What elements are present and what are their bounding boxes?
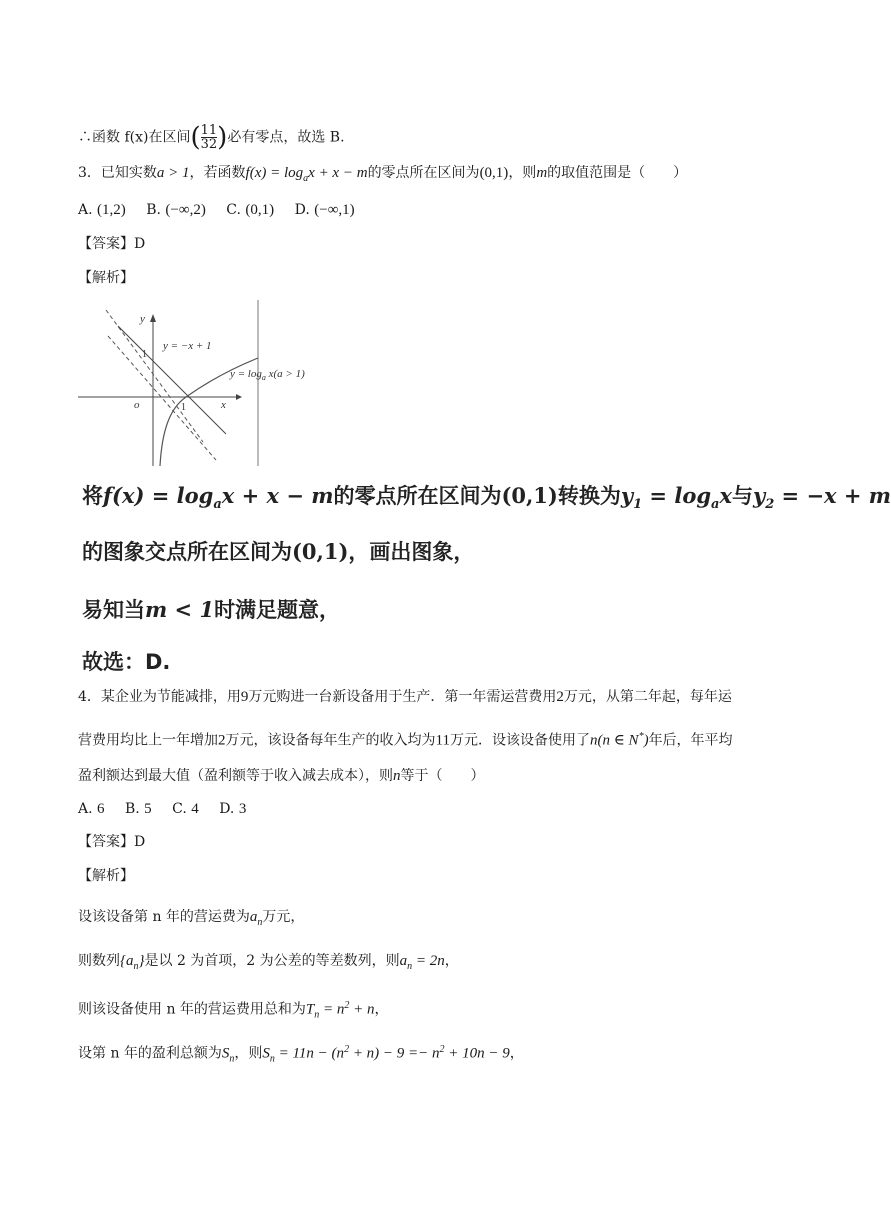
dashed-line-2 <box>108 336 216 460</box>
analysis-line-1: 将$f(x) = \log_ax + x - m$的零点所在区间为(0,1)转换为$y_1 = \log_ax$与$y_2 = -x + m$ <box>82 483 891 513</box>
analysis-line-2: 的图象交点所在区间为(0,1)，画出图象， <box>82 539 475 564</box>
fraction-one-half: $\frac{1}{2}$ <box>208 123 218 152</box>
y-one-label: 1 <box>142 349 147 360</box>
analysis-line-4: 故选：D. <box>82 650 171 674</box>
dashed-line-1 <box>106 310 203 442</box>
log-label: $y = \log_a x(a > 1)$ <box>230 368 305 382</box>
x-axis-arrow <box>236 394 242 400</box>
conclusion-line: ∴函数 f(x)在区间( $\frac{1}{3}$ $\frac{1}{2}$ )必有零点，故选 B. <box>78 122 345 153</box>
option-b: B. (−∞,2) <box>146 202 206 218</box>
option-a: A. 6 <box>78 801 105 817</box>
question-4-line-2: 营费用均比上一年增加2万元，该设备每年生产的收入均为11万元．设该设备使用了n(n ∈ N*)年后，年平均 <box>78 731 733 749</box>
option-d: D. (−∞,1) <box>294 202 355 218</box>
solution-line-1: 设该设备第 n 年的营运费为$a_n$万元， <box>78 909 305 928</box>
solution-line-2: 则数列$\{a_n\}$是以 2 为首项，2 为公差的等差数列，则$a_n = 2n$， <box>78 953 459 972</box>
analysis-line-3: 易知当m < 1时满足题意， <box>82 597 341 622</box>
option-c: C. (0,1) <box>226 202 275 218</box>
question-4-line-1: 4．某企业为节能减排，用9万元购进一台新设备用于生产．第一年需运营费用2万元，从第二年起，每年运 <box>78 689 732 705</box>
option-a: A. (1,2) <box>78 202 126 218</box>
option-d: D. 3 <box>219 801 247 817</box>
question-3-answer: 【答案】D <box>78 236 146 252</box>
x-one-label: 1 <box>181 402 186 413</box>
origin-label: o <box>134 399 140 411</box>
solution-line-3: 则该设备使用 n 年的营运费用总和为$T_n = n^2 + n$， <box>78 1000 389 1021</box>
question-3-options <box>78 200 371 220</box>
x-axis-label: x <box>221 399 226 411</box>
question-4-answer: 【答案】D <box>78 834 146 850</box>
y-axis-arrow <box>150 314 156 322</box>
option-b: B. 5 <box>124 801 152 817</box>
function-graph-figure <box>78 300 340 466</box>
line-label: y = −x + 1 <box>163 340 212 352</box>
fraction-one-third: $\frac{1}{3}$ <box>200 123 209 152</box>
option-c: C. 4 <box>172 801 199 817</box>
question-4-options <box>78 799 262 819</box>
question-3: 3．已知实数a > 1，若函数$f(x) = \log_ax + x - m$的零点所在区间为(0,1)，则m的取值范围是（ ） <box>78 165 688 184</box>
solution-line-4: 设第 n 年的盈利总额为$S_n$，则$S_n = 11n - (n^2 + n) - 9 =- n^2 + 10n - 9$， <box>78 1044 524 1065</box>
y-axis-label: y <box>140 313 145 325</box>
question-4-analysis-heading: 【解析】 <box>78 868 134 884</box>
question-4-line-3: 盈利额达到最大值（盈利额等于收入减去成本），则n等于（ ） <box>78 768 485 784</box>
question-3-analysis-heading: 【解析】 <box>78 270 134 286</box>
